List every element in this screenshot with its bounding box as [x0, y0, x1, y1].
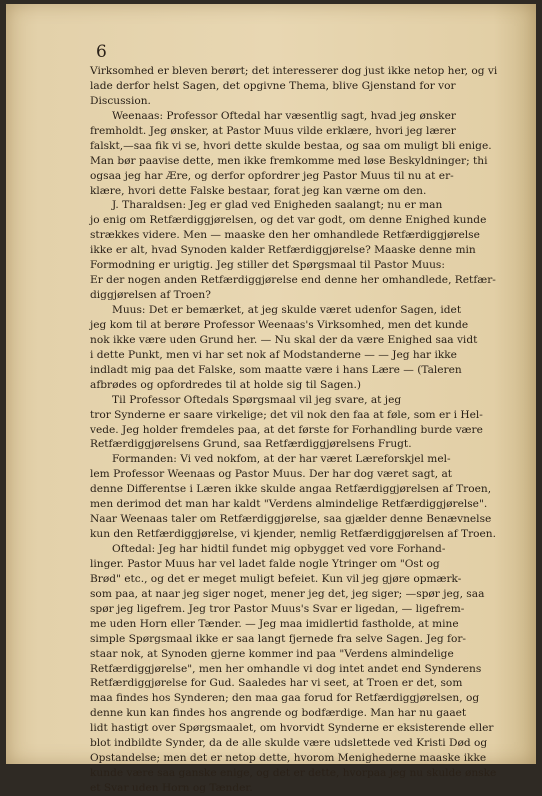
text-line: J. Tharaldsen: Jeg er glad ved Enigheden saalangt; nu er man — [112, 199, 443, 212]
text-line: men derimod det man har kaldt "Verdens almindelige Retfærdiggjørelse". — [90, 498, 488, 511]
text-line: jeg kom til at berøre Professor Weenaas's Virksomhed, men det kunde — [90, 318, 469, 331]
text-line: kun den Retfærdiggjørelse, vi kjender, nemlig Retfærdiggjørelsen af Troen. — [90, 528, 496, 541]
text-line: fremholdt. Jeg ønsker, at Pastor Muus vilde erklære, hvori jeg lærer — [90, 124, 456, 137]
text-line: Er der nogen anden Retfærdiggjørelse end denne her omhandlede, Retfær- — [90, 274, 496, 287]
text-line: lade derfor helst Sagen, det opgivne Thema, blive Gjenstand for vor — [90, 79, 456, 92]
text-line: tror Synderne er saare virkelige; det vil nok den faa at føle, som er i Hel- — [90, 408, 483, 421]
book-page — [6, 4, 536, 794]
text-line: denne kun kan findes hos angrende og bodfærdige. Man har nu gaaet — [90, 707, 467, 720]
text-line: maa findes hos Synderen; den maa gaa forud for Retfærdiggjørelsen, og — [90, 692, 480, 705]
text-line: Oftedal: Jeg har hidtil fundet mig opbygget ved vore Forhand- — [112, 543, 446, 555]
text-line: Formodning er urigtig. Jeg stiller det Spørgsmaal til Pastor Muus: — [90, 259, 445, 272]
text-line: denne Differentse i Læren ikke skulde angaa Retfærdiggjørelsen af Troen, — [90, 483, 492, 496]
text-line: Virksomhed er bleven berørt; det interesserer dog just ikke netop her, og vi — [90, 65, 498, 77]
text-line: jo enig om Retfærdiggjørelsen, og det var godt, om denne Enighed kunde — [90, 214, 487, 227]
text-line: vede. Jeg holder fremdeles paa, at det første for Forhandling burde være — [90, 423, 483, 436]
text-line: strækkes videre. Men — maaske den her omhandlede Retfærdiggjørelse — [90, 229, 480, 242]
text-line: lem Professor Weenaas og Pastor Muus. Der har dog været sagt, at — [90, 468, 453, 481]
text-line: Brød" etc., og det er meget muligt befeiet. Kun vil jeg gjøre opmærk- — [90, 572, 462, 585]
text-line: simple Spørgsmaal ikke er saa langt fjernede fra selve Sagen. Jeg for- — [90, 632, 466, 645]
text-line: Naar Weenaas taler om Retfærdiggjørelse, saa gjælder denne Benævnelse — [90, 513, 492, 526]
text-line: blot indbildte Synder, da de alle skulde være udslettede ved Kristi Død og — [90, 737, 488, 750]
text-line: Retfærdiggjørelsens Grund, saa Retfærdiggjørelsens Frugt. — [90, 438, 412, 451]
body-text — [90, 64, 498, 796]
text-line: staar nok, at Synoden gjerne kommer ind paa "Verdens almindelige — [90, 647, 454, 660]
text-line: Discussion. — [90, 94, 151, 107]
text-line: i dette Punkt, men vi har set nok af Modstanderne — — Jeg har ikke — [90, 348, 457, 361]
text-line: et Svar uden Horn og Tænder. — [90, 782, 253, 794]
text-line: Man bør paavise dette, men ikke fremkomme med løse Beskyldninger; thi — [90, 154, 488, 167]
text-line: Retfærdiggjørelse for Gud. Saaledes har vi seet, at Troen er det, som — [90, 677, 463, 690]
text-line: nok ikke være uden Grund her. — Nu skal der da være Enighed saa vidt — [90, 333, 478, 346]
text-line: afbrødes og opfordredes til at holde sig til Sagen.) — [90, 378, 362, 391]
text-line: linger. Pastor Muus har vel ladet falde nogle Ytringer om "Ost og — [90, 557, 440, 570]
text-line: klære, hvori dette Falske bestaar, forat jeg kan værne om den. — [90, 184, 427, 197]
text-line: me uden Horn eller Tænder. — Jeg maa imidlertid fastholde, at mine — [90, 617, 459, 630]
text-line: ogsaa jeg har Ære, og derfor opfordrer jeg Pastor Muus til nu at er- — [90, 169, 454, 182]
text-line: som paa, at naar jeg siger noget, mener jeg det, jeg siger; —spør jeg, saa — [90, 587, 485, 600]
text-line: diggjørelsen af Troen? — [90, 289, 211, 302]
text-line: Opstandelse; men det er netop dette, hvorom Menighederne maaske ikke — [90, 752, 487, 765]
text-line: kunde være saa ganske enige, og det er dette, hvorpaa jeg nu skulde ønske — [90, 767, 497, 780]
text-line: lidt hastigt over Spørgsmaalet, om hvorvidt Synderne er eksisterende eller — [90, 722, 494, 735]
text-line: Til Professor Oftedals Spørgsmaal vil jeg svare, at jeg — [112, 393, 402, 406]
page-number: 6 — [96, 42, 107, 62]
text-line: indladt mig paa det Falske, som maatte være i hans Lære — (Taleren — [90, 363, 462, 376]
text-line: Muus: Det er bemærket, at jeg skulde været udenfor Sagen, idet — [112, 304, 462, 316]
text-line: Formanden: Vi ved nokfom, at der har været Læreforskjel mel- — [112, 453, 451, 466]
text-line: ikke er alt, hvad Synoden kalder Retfærdiggjørelse? Maaske denne min — [90, 244, 476, 257]
text-line: falskt,—saa fik vi se, hvori dette skulde bestaa, og saa om muligt bli enige. — [90, 139, 492, 152]
text-line: Retfærdiggjørelse", men her omhandle vi dog intet andet end Synderens — [90, 662, 482, 675]
text-line: Weenaas: Professor Oftedal har væsentlig sagt, hvad jeg ønsker — [112, 109, 456, 122]
text-line: spør jeg ligefrem. Jeg tror Pastor Muus's Svar er ligedan, — ligefrem- — [90, 602, 465, 615]
